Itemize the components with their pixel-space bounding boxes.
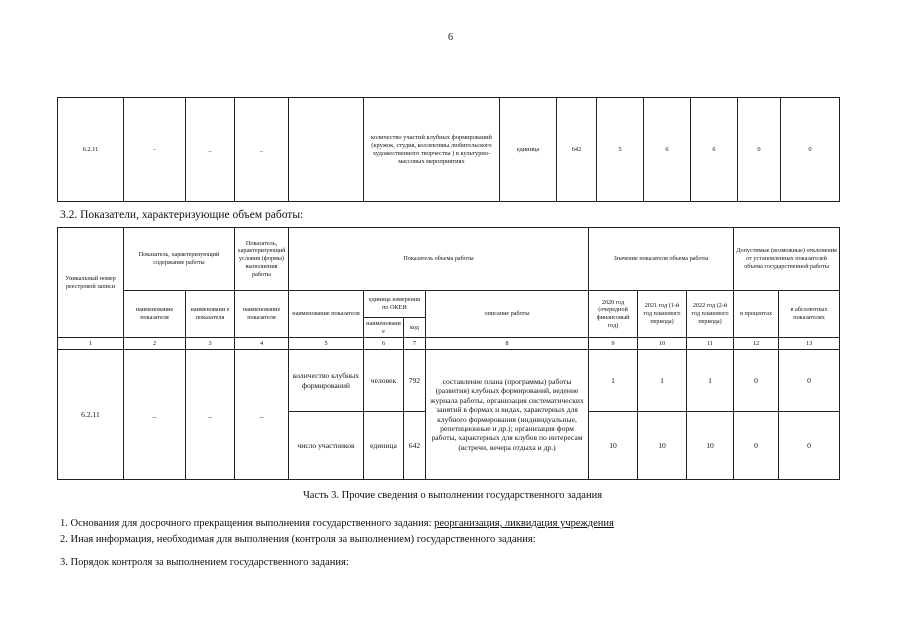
header-description: описание работы — [426, 291, 589, 338]
col-number: 8 — [426, 338, 589, 350]
condition-value: _ — [235, 350, 289, 480]
deviation-absolute: 0 — [781, 98, 840, 202]
indicator-name: количество участий клубных формирований (кружок, студия, коллективы любительского художественного творчества ) в культурно-массовых мероприятиях — [364, 98, 500, 202]
value-2022: 6 — [691, 98, 738, 202]
okei-code: 642 — [557, 98, 597, 202]
condition-value: _ — [235, 98, 289, 202]
col-number: 6 — [364, 338, 404, 350]
part3-title: Часть 3. Прочие сведения о выполнении государственного задания — [302, 490, 603, 501]
header-percent: в процентах — [734, 291, 779, 338]
unit-name: единица — [364, 412, 404, 480]
col-number: 10 — [638, 338, 687, 350]
content-value-2: _ — [186, 350, 235, 480]
header-2020: 2020 год (очередной финансовый год) — [589, 291, 638, 338]
header-conditions: Показатель, характеризующий условия (формы) выполнения работы — [235, 228, 289, 291]
item-3: 3. Порядок контроля за выполнением государственного задания: — [60, 557, 349, 568]
deviation-absolute: 0 — [779, 412, 840, 480]
col-number: 5 — [289, 338, 364, 350]
col-number: 13 — [779, 338, 840, 350]
value-2020: 5 — [597, 98, 644, 202]
header-okei: единица измерения по ОКЕИ — [364, 291, 426, 318]
previous-indicators-table — [57, 97, 840, 202]
indicator-name: количество клубных формирований — [289, 350, 364, 412]
header-name-1: наименование показателя — [124, 291, 186, 338]
work-description: составление плана (программы) работы (развития) клубных формирований, ведение журнала работы, организация систематических занятий в формах и видах, характерных для клубного формирования (индивидуальные, репетиционные и др.); организация форм работы, характерных для клубов по интересам (встречи, вечера отдыха и др.) — [426, 350, 589, 480]
item-1-label: 1. Основания для досрочного прекращения выполнения государственного задания: — [60, 518, 435, 529]
header-absolute: в абсолютных показателях — [779, 291, 840, 338]
header-name-2: наименовани е показателя — [186, 291, 235, 338]
value-2021: 10 — [638, 412, 687, 480]
header-value: Значение показателя объема работы — [589, 228, 734, 291]
deviation-percent: 0 — [738, 98, 781, 202]
header-name-4: наименование показателя — [289, 291, 364, 338]
okei-code: 642 — [404, 412, 426, 480]
header-row-1 — [58, 228, 840, 291]
header-okei-code: код — [404, 318, 426, 338]
deviation-absolute: 0 — [779, 350, 840, 412]
deviation-percent: 0 — [734, 350, 779, 412]
section-title: 3.2. Показатели, характеризующие объем работы: — [60, 209, 304, 221]
deviation-percent: 0 — [734, 412, 779, 480]
value-2020: 10 — [589, 412, 638, 480]
content-value-1: - — [124, 98, 186, 202]
col-number: 7 — [404, 338, 426, 350]
header-unique-number: Уникальный номер реестровой записи — [58, 228, 124, 338]
header-row-2 — [58, 291, 840, 318]
registry-code: 6.2.11 — [58, 350, 124, 480]
value-2021: 6 — [644, 98, 691, 202]
table-row — [58, 98, 840, 202]
header-name-3: наименование показателя — [235, 291, 289, 338]
table-row — [58, 350, 840, 412]
unit-name: человек — [364, 350, 404, 412]
page-number: 6 — [448, 32, 453, 43]
col-number: 2 — [124, 338, 186, 350]
column-number-row — [58, 338, 840, 350]
value-2021: 1 — [638, 350, 687, 412]
unit-name: единица — [500, 98, 557, 202]
item-2: 2. Иная информация, необходимая для выполнения (контроля за выполнением) государственного задания: — [60, 534, 536, 545]
work-volume-table — [57, 227, 840, 480]
item-1-value: реорганизация, ликвидация учреждения — [434, 518, 614, 529]
header-content: Показатель, характеризующий содержание работы — [124, 228, 235, 291]
header-2021: 2021 год (1-й год планового периода) — [638, 291, 687, 338]
registry-code: 6.2.11 — [58, 98, 124, 202]
col-number: 12 — [734, 338, 779, 350]
header-deviation: Допустимые (возможные) отклонения от установленных показателей объема государственной работы — [734, 228, 840, 291]
content-value-2: _ — [186, 98, 235, 202]
item-1 — [60, 518, 614, 529]
col-number: 1 — [58, 338, 124, 350]
content-value-1: _ — [124, 350, 186, 480]
col-number: 4 — [235, 338, 289, 350]
value-2022: 1 — [687, 350, 734, 412]
blank-cell — [289, 98, 364, 202]
header-volume: Показатель объема работы — [289, 228, 589, 291]
okei-code: 792 — [404, 350, 426, 412]
header-okei-name: наименование — [364, 318, 404, 338]
col-number: 9 — [589, 338, 638, 350]
value-2020: 1 — [589, 350, 638, 412]
col-number: 3 — [186, 338, 235, 350]
header-2022: 2022 год (2-й год планового периода) — [687, 291, 734, 338]
value-2022: 10 — [687, 412, 734, 480]
col-number: 11 — [687, 338, 734, 350]
indicator-name: число участников — [289, 412, 364, 480]
